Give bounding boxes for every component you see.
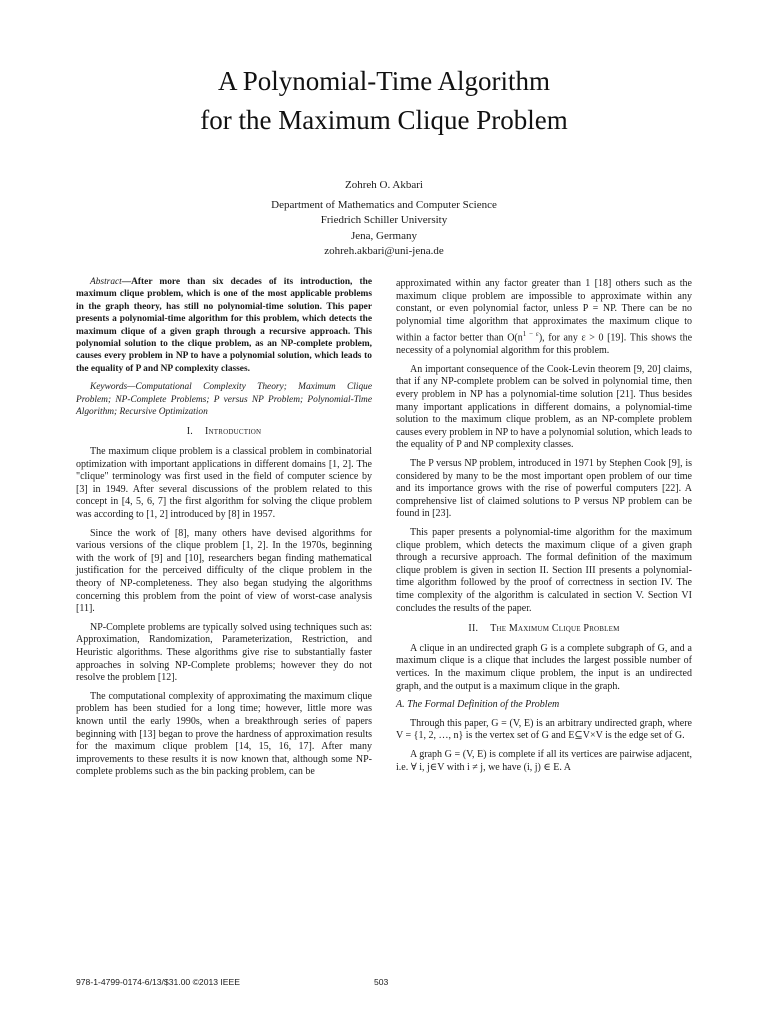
paragraph: Through this paper, G = (V, E) is an arbitrary undirected graph, where V = {1, 2, …, n} is the vertex set of G and E⊆V×V is the edge set of G. (396, 717, 692, 742)
page-number: 503 (374, 977, 389, 987)
left-column (76, 276, 372, 785)
keywords-text: —Computational Complexity Theory; Maximum Clique Problem; NP-Complete Problems; P versus NP Problem; Polynomial-Time Algorithm; Recursive Optimization (76, 382, 372, 418)
author-email: zohreh.akbari@uni-jena.de (324, 245, 444, 257)
exponent: 1 − ε (522, 330, 539, 339)
keywords-label: Keywords (90, 382, 128, 393)
abstract-text: —After more than six decades of its introduction, the maximum clique problem, which is one of the most applicable problems in the graph theory, has still no polynomial-time solution. This paper presents a polynomial-time algorithm for this problem, which detects the maximum clique of a given graph through a recursive approach. This polynomial solution to the clique problem, as an NP-complete problem, causes every problem in NP to have a polynomial solution, which leads to the equality of P and NP complexity classes. (76, 277, 372, 374)
author-university: Friedrich Schiller University (320, 214, 448, 226)
section-number: II. (468, 623, 479, 635)
paragraph-continued (396, 278, 692, 358)
paragraph: The computational complexity of approximating the maximum clique problem has been studied for a long time; however, little more was known until the early 1990s, when a breakthrough series of papers beginning with [13] began to prove the hardness of approximation results for the maximum clique problem [14, 15, 16, 17]. After many improvements to these results it is now known that, although some NP-complete problems such as the bin packing problem, can be (76, 690, 372, 778)
keywords (76, 381, 372, 418)
paragraph: The maximum clique problem is a classical problem in combinatorial optimization with important applications in different domains [1, 2]. The "clique" terminology was first used in the field of computer science by [3] in 1949. After several discussions of the problem related to this concept in [4, 5, 6, 7] the first algorithm for solving the clique problem was according to [1, 2] introduced by [8] in 1957. (76, 446, 372, 521)
author-block (0, 178, 768, 260)
paragraph: Since the work of [8], many others have devised algorithms for various versions of the clique problem [1, 2]. In the 1970s, beginning with the work of [9] and [10], researchers began finding mathematical justification for the perceived difficulty of the clique problem in the theory of NP-completeness. They also began studying the algorithms concerning this problem from the point of view of worst-case analysis [11]. (76, 527, 372, 615)
paragraph-text: ), for any ε > 0 [19]. This shows the necessity of a polynomial algorithm for this problem. (396, 332, 693, 357)
section-title: The Maximum Clique Problem (490, 623, 620, 635)
abstract-label: Abstract (90, 277, 122, 287)
section-title: Introduction (204, 426, 262, 438)
section-heading-introduction (76, 426, 372, 439)
abstract (76, 276, 372, 375)
paper-title (0, 62, 768, 140)
paragraph: A graph G = (V, E) is complete if all its vertices are pairwise adjacent, i.e. ∀ i, j∈V with i ≠ j, we have (i, j) ∈ E. A (396, 748, 692, 773)
right-column (396, 278, 692, 780)
paragraph-text: approximated within any factor greater than 1 [18] others such as the maximum clique problem are impossible to approximate within any constant, or even polynomial factor, unless P = NP. There can be no polynomial time algorithm that approximates the maximum clique to within a factor better than O(n (396, 278, 692, 344)
section-number: I. (186, 426, 193, 438)
author-name: Zohreh O. Akbari (345, 179, 423, 191)
paragraph: This paper presents a polynomial-time algorithm for the maximum clique problem, which detects the maximum clique of a given graph through a recursive approach. The formal definition of the maximum clique problem is given in section II. Section III presents a polynomial-time algorithm followed by the proof of correctness in section IV. The time complexity of the algorithm is calculated in section V. Section VI concludes the results of the paper. (396, 527, 692, 614)
footer-copyright: 978-1-4799-0174-6/13/$31.00 ©2013 IEEE (76, 977, 241, 987)
section-heading-max-clique (396, 623, 692, 636)
author-department: Department of Mathematics and Computer Science (271, 198, 497, 211)
paragraph: The P versus NP problem, introduced in 1971 by Stephen Cook [9], is considered by many to be the most important open problem of our time and its importance grows with the rise of powerful computers [22]. A comprehensive list of claimed solutions to P versus NP problem can be found in [23]. (396, 458, 692, 520)
paragraph: A clique in an undirected graph G is a complete subgraph of G, and a maximum clique is a clique that includes the largest possible number of vertices. In the maximum clique problem, the input is an undirected graph, and the output is a maximum clique in the graph. (396, 642, 692, 692)
paper-title-line2: for the Maximum Clique Problem (200, 105, 568, 135)
subsection-heading: A. The Formal Definition of the Problem (396, 699, 560, 711)
paper-title-line1: A Polynomial-Time Algorithm (217, 66, 551, 96)
author-city: Jena, Germany (351, 229, 417, 242)
paragraph: NP-Complete problems are typically solved using techniques such as: Approximation, Randomization, Parameterization, Restriction, and Heuristic algorithms. These algorithms give rise to substantially faster approaches in solving NP-Complete problems; however they do not resolve the problem [12]. (76, 621, 372, 684)
paragraph: An important consequence of the Cook-Levin theorem [9, 20] claims, that if any NP-complete problem can be solved in polynomial time, then every problem in NP has a polynomial-time solution [21]. Thus besides many important applications in different domains, a polynomial-time solution to the maximum clique problem, as an NP-complete problem causes every problem in NP to have a polynomial solution, which leads to the equality of P and NP complexity classes. (396, 363, 692, 451)
